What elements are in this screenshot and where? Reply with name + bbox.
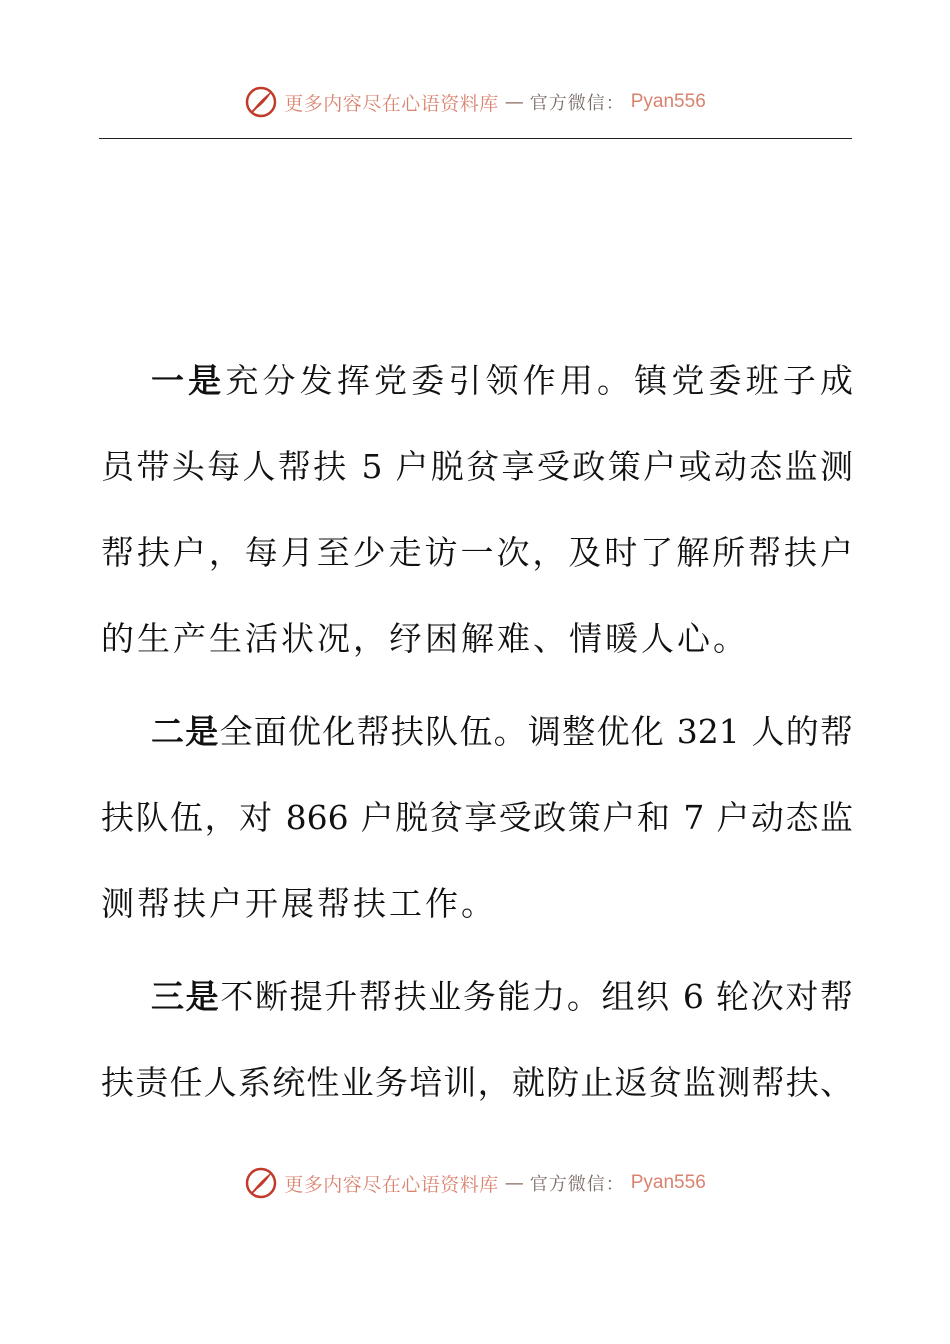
banner-text: 更多内容尽在心语资料库 <box>284 1173 499 1196</box>
paragraph-3 <box>101 954 853 1126</box>
header-rule <box>99 138 852 139</box>
text-line: 员带头每人帮扶 5 户脱贫享受政策户或动态监测 <box>101 447 853 486</box>
banner-dash: — <box>504 1172 524 1194</box>
banner-wechat-id: Pyan556 <box>630 1172 706 1193</box>
paragraph-2 <box>101 689 853 947</box>
paragraph-lead: 二是 <box>151 712 220 751</box>
text-line: 扶责任人系统性业务培训，就防止返贫监测帮扶、 <box>101 1063 853 1102</box>
text-line: 测帮扶户开展帮扶工作。 <box>101 884 497 923</box>
text-line: 帮扶户，每月至少走访一次，及时了解所帮扶户 <box>101 533 853 572</box>
banner-wechat-label: 官方微信： <box>529 1174 625 1195</box>
text-line <box>101 338 853 424</box>
text-line <box>101 689 853 775</box>
quill-logo-icon <box>244 85 278 119</box>
header-banner <box>0 82 950 122</box>
line-text: 不断提升帮扶业务能力。组织 6 轮次对帮 <box>220 977 854 1016</box>
paragraph-lead: 一是 <box>151 361 226 400</box>
banner-wechat-id: Pyan556 <box>630 91 706 112</box>
document-body <box>101 338 853 1126</box>
footer-banner <box>0 1163 950 1203</box>
paragraph-lead: 三是 <box>151 977 221 1016</box>
paragraph-1 <box>101 338 853 682</box>
text-line <box>101 954 853 1040</box>
text-line: 扶队伍，对 866 户脱贫享受政策户和 7 户动态监 <box>101 798 853 837</box>
banner-wechat-label: 官方微信： <box>529 93 625 114</box>
quill-logo-icon <box>244 1166 278 1200</box>
line-text: 全面优化帮扶队伍。调整优化 321 人的帮 <box>219 712 853 751</box>
banner-dash: — <box>504 91 524 113</box>
banner-text: 更多内容尽在心语资料库 <box>284 92 499 115</box>
text-line: 的生产生活状况，纾困解难、情暖人心。 <box>101 619 749 658</box>
line-text: 充分发挥党委引领作用。镇党委班子成 <box>225 361 854 400</box>
